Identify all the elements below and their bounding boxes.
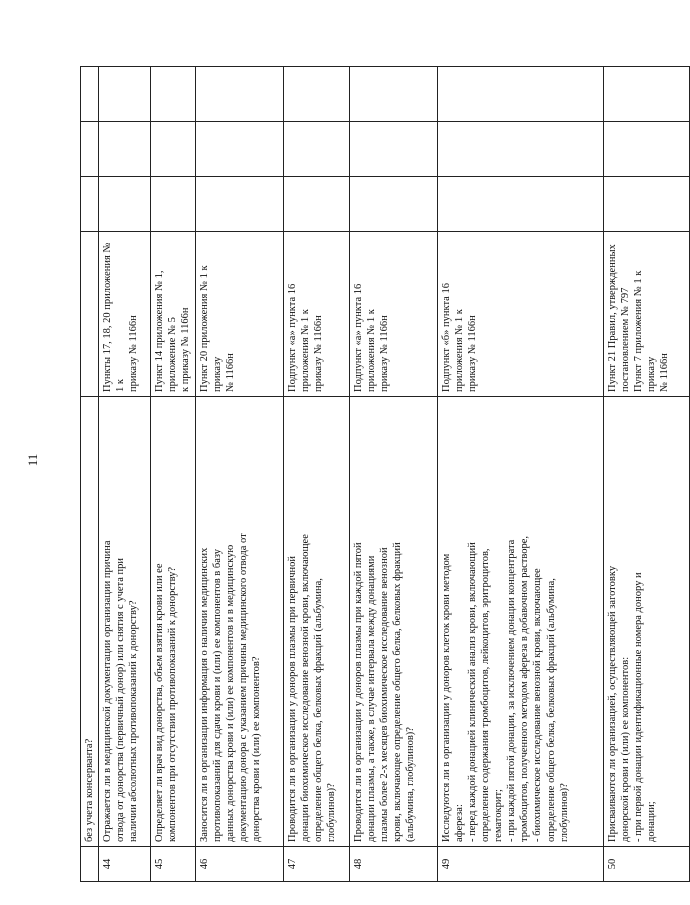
question-cell [349,397,437,847]
answer-no-cell [437,122,603,177]
reference-line: № 1166н [224,353,236,392]
reference-line: постановлением № 797 [619,287,631,392]
answer-na-cell [603,67,689,122]
question-line: глобулинов)? [558,783,570,842]
question-cell [603,397,689,847]
checklist-table-body [81,67,690,882]
page-number: 11 [25,453,40,467]
reference-line: Пункт 14 приложения № 1, приложение № 5 [154,270,179,392]
reference-line: № 1166н [659,353,670,392]
question-cell [437,397,603,847]
question-cell [81,397,99,847]
reference-line: Пункт 21 Правил, утвержденных [606,244,618,392]
answer-yes-cell [195,177,283,232]
question-line: донации; [645,801,657,842]
answer-yes-cell [283,177,349,232]
answer-na-cell [81,67,99,122]
question-line: плазмы более 2-х месяцев биохимическое исследование венозной [378,547,390,842]
reference-cell [151,232,195,397]
question-line: Проводится ли в организации у доноров плазмы при первичной [286,555,298,842]
answer-yes-cell [437,177,603,232]
answer-no-cell [349,122,437,177]
answer-no-cell [99,122,151,177]
row-number: 47 [283,847,349,882]
question-line: донорства крови и (или) ее компонентов? [251,656,262,842]
table-row [437,67,603,882]
row-number: 45 [151,847,195,882]
reference-cell [99,232,151,397]
question-line: определение содержания тромбоцитов, лейкоцитов, эритроцитов, [479,548,491,842]
answer-yes-cell [603,177,689,232]
question-line: донорской крови и (или) ее компонентов: [619,656,631,842]
reference-cell [437,232,603,397]
question-line: тромбоцитов, полученного методом афереза в добавочном растворе, [519,535,531,842]
reference-line: Пункт 7 приложения № 1 к приказу [632,270,657,392]
question-line: Отражается ли в медицинской документации организации причина [102,540,114,842]
row-number: 48 [349,847,437,882]
reference-line: к приказу № 1166н [180,307,192,392]
question-line: определение общего белка, белковых фракций (альбумина, [545,578,557,842]
question-line: определение общего белка, белковых фракций (альбумина, [312,578,324,842]
answer-na-cell [349,67,437,122]
answer-na-cell [195,67,283,122]
question-line: документацию донора с указанием причины медицинского отвода от [237,533,249,842]
table-row [195,67,283,882]
answer-yes-cell [349,177,437,232]
question-line: Присваиваются ли организацией, осуществляющей заготовку [606,565,618,842]
reference-line: Подпункт «а» пункта 16 приложения № 1 к [286,283,311,392]
rotated-table-container [80,67,670,882]
question-line: Проводится ли в организации у доноров плазмы при каждой пятой [352,542,364,842]
reference-line: приказу № 1166н [378,315,390,392]
question-line: без учета консерванта? [84,738,95,842]
answer-yes-cell [99,177,151,232]
question-line: наличии абсолютных противопоказаний к донорству? [128,600,140,842]
question-cell [283,397,349,847]
row-number: 44 [99,847,151,882]
question-line: гематокрит; [493,789,504,842]
table-row [349,67,437,882]
reference-cell [195,232,283,397]
reference-line: приказу № 1166н [312,315,324,392]
row-number: 46 [195,847,283,882]
question-line: крови, включающее определение общего белка, белковых фракций [391,542,403,842]
table-row [151,67,195,882]
reference-line: Подпункт «б» пункта 16 приложения № 1 к [440,283,465,392]
question-line: - при каждой пятой донации, за исключением донации концентрата [506,539,518,842]
reference-line: Подпункт «а» пункта 16 приложения № 1 к [352,283,377,392]
reference-line: Пункты 17, 18, 20 приложения № 1 к [102,242,127,392]
question-line: - перед каждой донацией клинический анализ крови, включающий [466,542,478,842]
question-line: (альбумина, глобулинов)? [405,727,416,842]
reference-cell [81,232,99,397]
answer-na-cell [99,67,151,122]
reference-line: Пункт 20 приложения № 1 к приказу [198,265,223,392]
answer-na-cell [283,67,349,122]
answer-no-cell [283,122,349,177]
question-line: Заносится ли в организации информация о наличии медицинских [198,547,210,842]
table-row [283,67,349,882]
question-line: - при первой донации идентификационные номера донору и [632,572,644,842]
question-line: - биохимическое исследование венозной крови, включающее [532,568,544,842]
reference-cell [603,232,689,397]
reference-cell [349,232,437,397]
table-row [81,67,99,882]
question-line: компонентов при отсутствии противопоказаний к донорству? [167,566,179,842]
reference-line: приказу № 1166н [466,315,478,392]
reference-line: приказу № 1166н [128,315,140,392]
answer-no-cell [81,122,99,177]
answer-no-cell [151,122,195,177]
answer-no-cell [195,122,283,177]
row-number: 49 [437,847,603,882]
answer-na-cell [151,67,195,122]
row-number [81,847,99,882]
question-cell [195,397,283,847]
question-line: данных донорства крови и (или) ее компонентов и в медицинскую [224,544,236,842]
question-line: Исследуются ли в организации у доноров клеток крови методом [440,553,452,842]
checklist-table [80,66,690,882]
answer-na-cell [437,67,603,122]
question-line: донации биохимическое исследование венозной крови, включающее [299,534,311,842]
table-row [603,67,689,882]
question-line: глобулинов)? [325,783,337,842]
question-cell [99,397,151,847]
question-line: афереза: [453,804,465,842]
question-line: противопоказаний для сдачи крови и (или) ее компонентов в базу [211,548,223,842]
question-line: донации плазмы, а также, в случае интервала между донациями [365,555,377,842]
answer-no-cell [603,122,689,177]
question-line: отвода от донорства (первичный донор) или снятия с учета при [115,557,127,842]
reference-cell [283,232,349,397]
question-line: Определяет ли врач вид донорства, объем взятия крови или ее [154,563,166,842]
question-cell [151,397,195,847]
answer-yes-cell [81,177,99,232]
table-row [99,67,151,882]
answer-yes-cell [151,177,195,232]
row-number: 50 [603,847,689,882]
